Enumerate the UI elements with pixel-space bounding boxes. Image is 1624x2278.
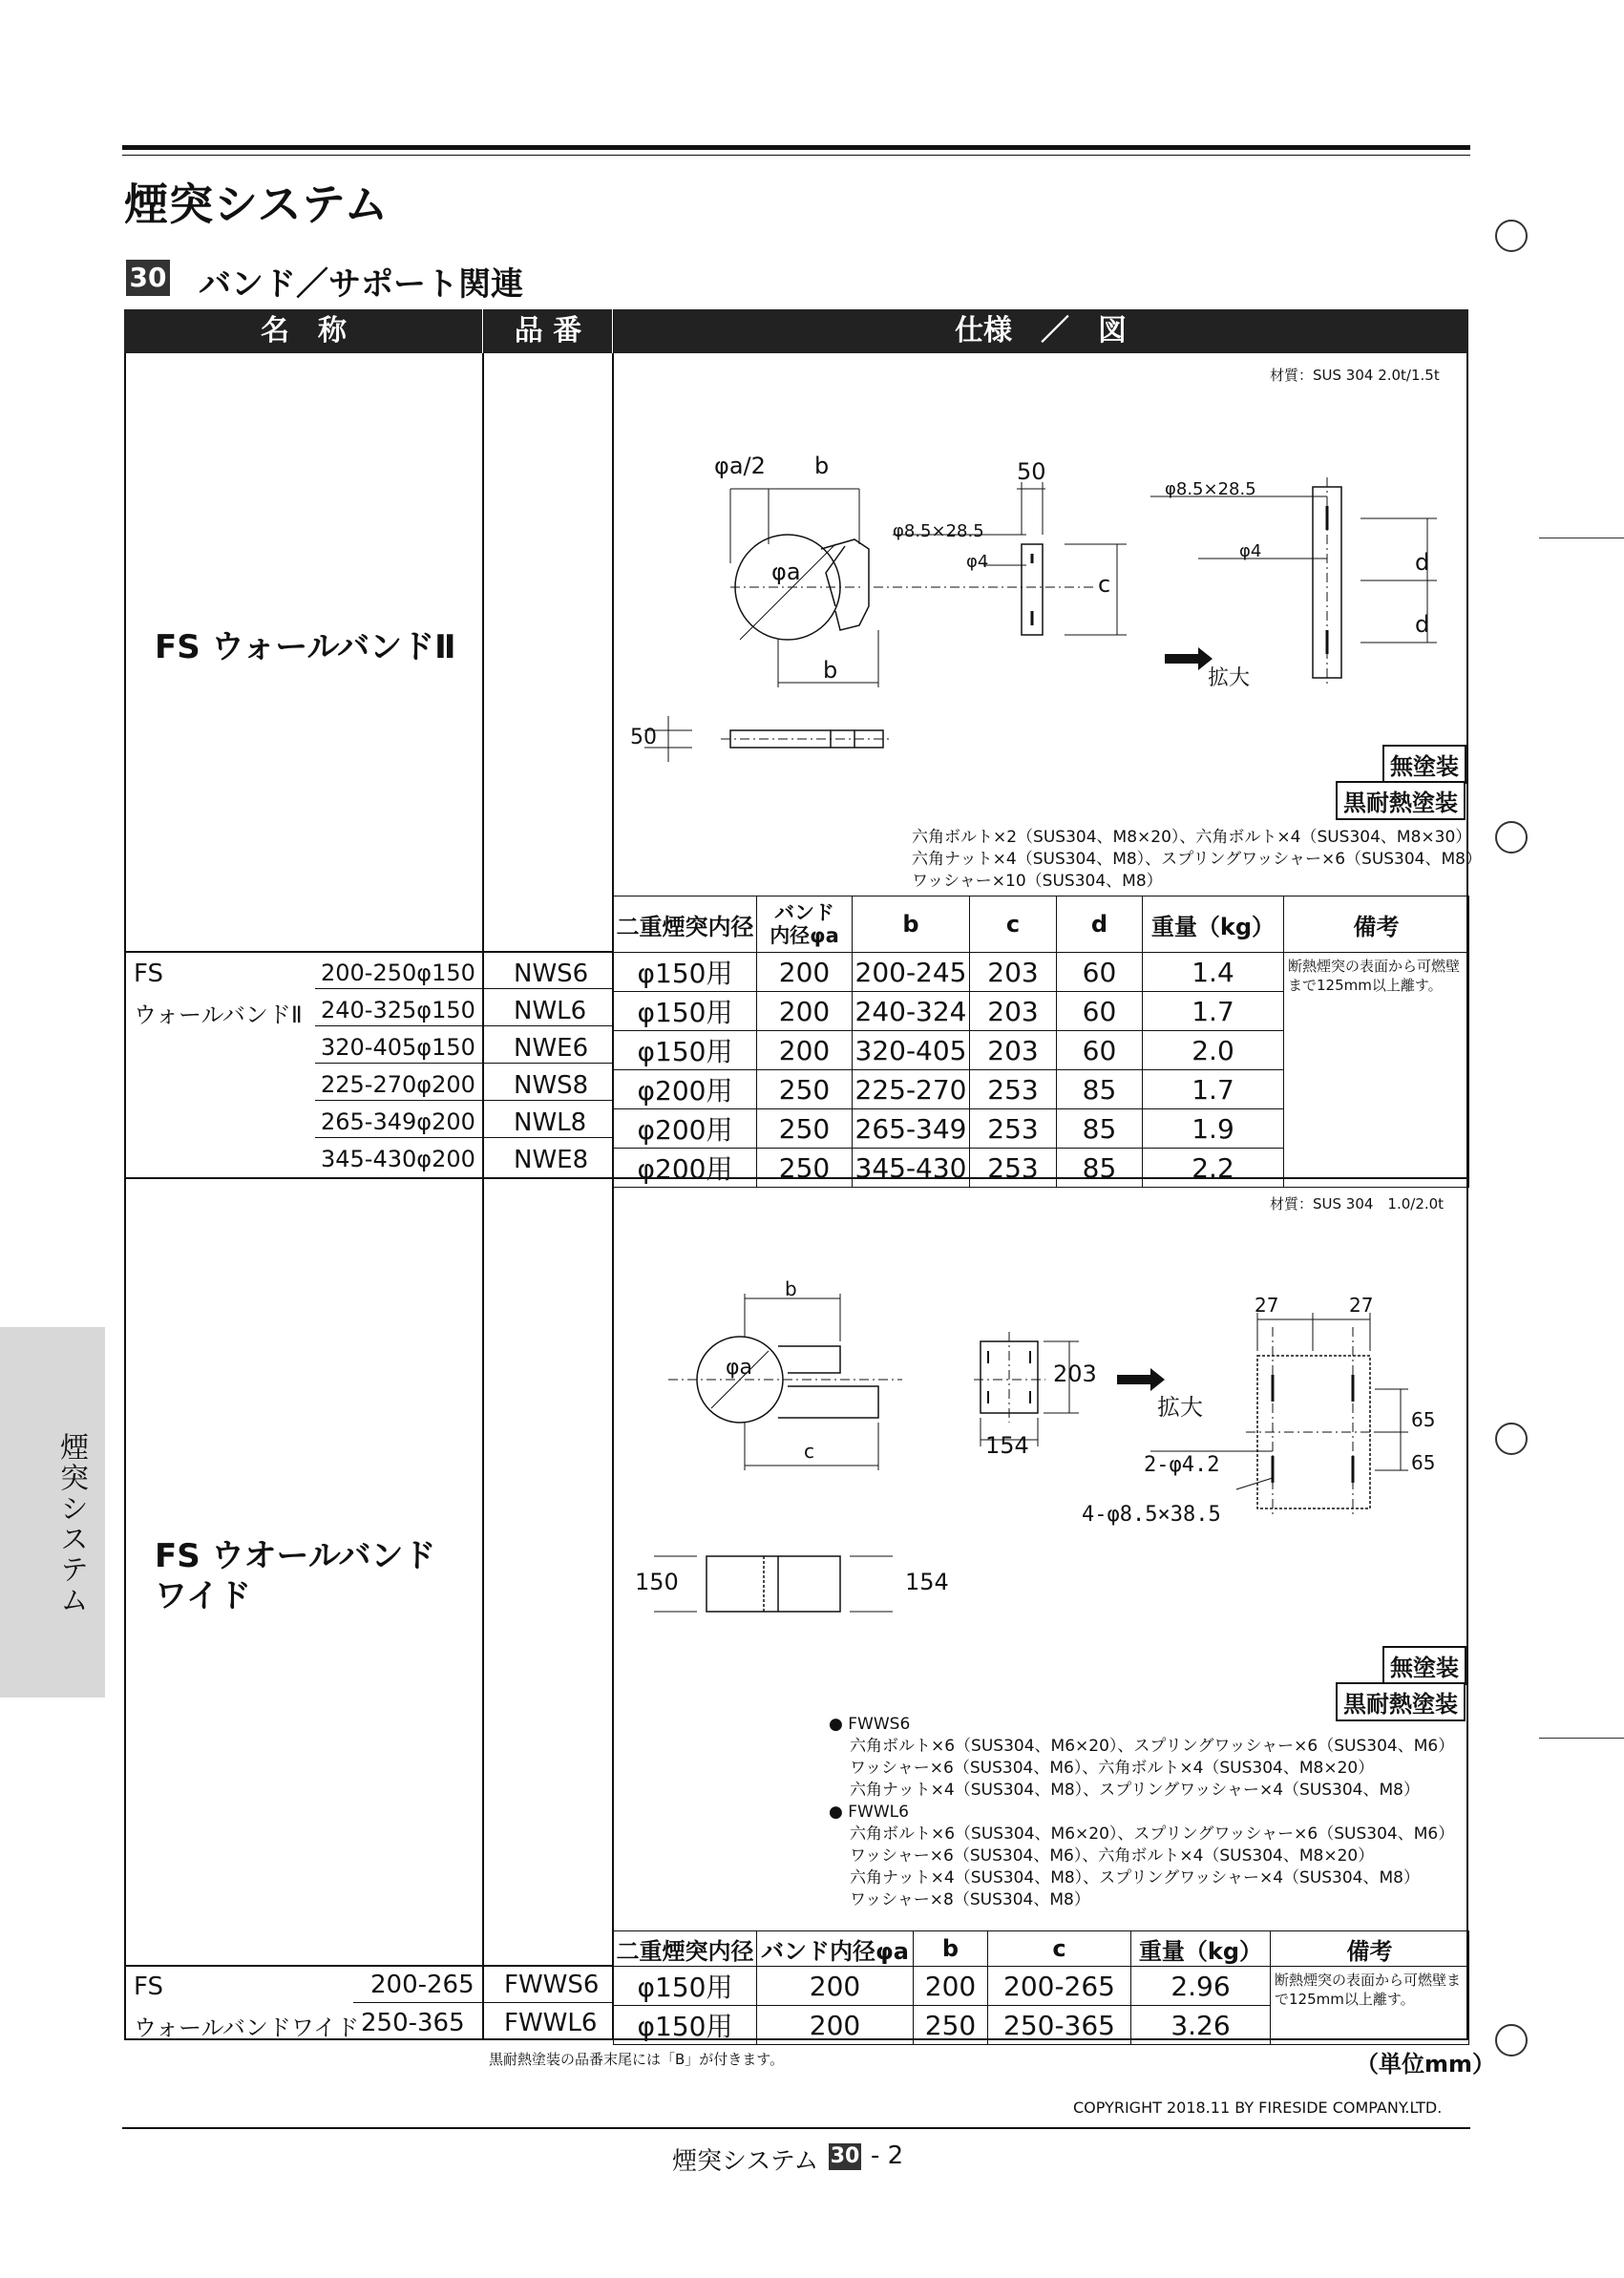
row-label-fs: FS [134, 960, 164, 988]
code-cell: NWL6 [514, 997, 587, 1025]
footer-rule [122, 2127, 1470, 2129]
header-spec: 仕様 ／ 図 [955, 314, 1127, 348]
row-label-product: ウォールバンドワイド [134, 2014, 360, 2041]
product1-parts-note: 六角ボルト×2（SUS304、M8×20）、六角ボルト×4（SUS304、M8×30） 六角ナット×4（SUS304、M8）、スプリングワッシャー×6（SUS304、M8） ワッシャー×10（SUS304、M8） [912, 828, 1482, 891]
footer-label: 煙突システム [672, 2147, 819, 2176]
dim-c: c [1098, 571, 1111, 598]
size-cell: 225-270φ200 [321, 1071, 475, 1098]
dim-hole: φ8.5×28.5 [893, 521, 984, 541]
code-cell: NWS6 [514, 960, 589, 988]
dim-b: b [785, 1277, 797, 1300]
table-row: φ150用 200 200 200-265 2.96 断熱煙突の表面から可燃壁まで125mm以上離す。 [614, 1967, 1469, 2006]
row-divider [315, 988, 613, 989]
table-row: φ150用 200 320-405 203 60 2.0 [614, 1031, 1469, 1070]
product1-name: FS ウォールバンドⅡ [155, 628, 456, 666]
size-cell: 200-250φ150 [321, 960, 475, 986]
th-remark: 備考 [1284, 896, 1469, 953]
header-code: 品 番 [514, 314, 582, 348]
product2-name-line2: ワイド [155, 1577, 251, 1615]
row-label-product: ウォールバンドⅡ [134, 1002, 303, 1028]
code-cell: FWWS6 [504, 1971, 600, 1999]
dim-154-vertical: 154 [905, 1569, 949, 1595]
table-row: φ150用 200 240-324 203 60 1.7 [614, 992, 1469, 1031]
row-divider [124, 951, 613, 953]
side-tab-label: 煙突システム [54, 1432, 88, 1615]
product2-remark: 断熱煙突の表面から可燃壁まで125mm以上離す。 [1271, 1967, 1469, 2045]
row-divider [124, 1965, 613, 1967]
row-label-fs: FS [134, 1972, 164, 2001]
finish-unpainted: 無塗装 [1382, 1646, 1466, 1685]
size-cell: 320-405φ150 [321, 1034, 475, 1061]
dim-c: c [804, 1440, 814, 1463]
unit-label: （単位mm） [1356, 2051, 1496, 2078]
footer-page: - 2 [871, 2141, 904, 2170]
binder-hole [1495, 220, 1528, 252]
dim-65: 65 [1411, 1451, 1436, 1474]
product2-drawing [616, 1279, 1466, 1623]
code-cell: NWL8 [514, 1108, 587, 1137]
th-b: b [914, 1931, 988, 1967]
dim-hole-slot: 4-φ8.5×38.5 [1082, 1503, 1221, 1527]
row-divider [315, 1025, 613, 1026]
product1-spec-table [613, 896, 1469, 1188]
header-divider [612, 309, 613, 353]
size-cell: 240-325φ150 [321, 997, 475, 1023]
th-weight: 重量（kg） [1143, 896, 1284, 953]
table-row: φ200用 250 225-270 253 85 1.7 [614, 1070, 1469, 1109]
product2-spec-table [613, 1930, 1469, 2045]
footer-section-num: 30 [830, 2144, 860, 2168]
th-phi-a: バンド 内径φa [757, 896, 853, 953]
dim-154: 154 [985, 1432, 1029, 1459]
product1-material: 材質：SUS 304 2.0t/1.5t [1270, 367, 1440, 384]
dim-hole-enlarged: φ8.5×28.5 [1165, 479, 1256, 499]
row-divider [315, 1137, 613, 1138]
th-b: b [853, 896, 970, 953]
dim-27: 27 [1349, 1294, 1374, 1317]
product2-material: 材質：SUS 304 1.0/2.0t [1270, 1195, 1445, 1213]
binder-hole [1495, 1423, 1528, 1455]
th-c: c [970, 896, 1057, 953]
copyright: COPYRIGHT 2018.11 BY FIRESIDE COMPANY.LTD. [1073, 2099, 1443, 2117]
code-cell: NWS8 [514, 1071, 589, 1100]
dim-65: 65 [1411, 1408, 1436, 1431]
table-row: φ200用 250 345-430 253 85 2.2 [614, 1149, 1469, 1188]
dim-50: 50 [1017, 458, 1046, 485]
size-cell: 265-349φ200 [321, 1108, 475, 1135]
dim-b: b [814, 453, 830, 479]
code-cell: NWE6 [514, 1034, 589, 1063]
header-divider [482, 309, 483, 353]
row-divider [353, 2002, 613, 2003]
product1-drawing [616, 439, 1466, 764]
finish-black-heat: 黒耐熱塗装 [1336, 1682, 1466, 1721]
row-divider [315, 1100, 613, 1101]
margin-mark [1539, 1738, 1624, 1739]
dim-phi-a-half: φa/2 [714, 453, 766, 479]
dim-phi-a: φa [771, 559, 801, 585]
finish-black-heat: 黒耐熱塗装 [1336, 781, 1466, 820]
code-cell: NWE8 [514, 1146, 589, 1174]
dim-150: 150 [635, 1569, 679, 1595]
page-title: 煙突システム [124, 179, 390, 230]
th-inner: 二重煙突内径 [614, 1931, 757, 1967]
size-cell: 250-365 [361, 2009, 465, 2037]
dim-d: d [1415, 611, 1430, 638]
dim-203: 203 [1053, 1360, 1097, 1387]
top-rule [122, 145, 1470, 150]
table-row: φ150用 200 200-245 203 60 1.4 断熱煙突の表面から可燃壁まで125mm以上離す。 [614, 953, 1469, 992]
binder-hole [1495, 2024, 1528, 2057]
th-c: c [988, 1931, 1131, 1967]
dim-phi4-enlarged: φ4 [1239, 541, 1262, 561]
product2-name-line1: FS ウオールバンド [155, 1537, 436, 1575]
th-d: d [1057, 896, 1143, 953]
row-divider [315, 1063, 613, 1064]
dim-27: 27 [1255, 1294, 1279, 1317]
dim-50-vertical: 50 [630, 726, 657, 749]
dim-hole-small: 2-φ4.2 [1144, 1453, 1220, 1477]
section-number: 30 [126, 260, 170, 296]
header-name: 名 称 [261, 314, 347, 348]
section-title: バンド／サポート関連 [199, 265, 523, 304]
product1-remark: 断熱煙突の表面から可燃壁まで125mm以上離す。 [1284, 953, 1469, 1188]
label-kakudai: 拡大 [1157, 1394, 1203, 1421]
footnote: 黒耐熱塗装の品番末尾には「B」が付きます。 [489, 2051, 785, 2068]
th-remark: 備考 [1271, 1931, 1469, 1967]
binder-hole [1495, 821, 1528, 854]
product2-parts-note: ● FWWS6 六角ボルト×6（SUS304、M6×20）、スプリングワッシャー×6（SUS304、M6） ワッシャー×6（SUS304、M6）、六角ボルト×4（SUS304、M8×20） 六角ナット×4（SUS304、M8）、スプリングワッシャー×4（SUS304、M8） ● FWWL6 六角ボルト×6（SUS304、M6×20）、スプリングワッシャー×6（SUS304、M6） ワッシャー×6（SUS304、M6）、六角ボルト×4（SUS304、M8×20） 六角ナット×4（SUS304、M8）、スプリングワッシャー×4（SUS304、M8） ワッシャー×8（SUS304、M8） [829, 1715, 1455, 1909]
dim-phi4: φ4 [966, 552, 989, 572]
dim-b-lower: b [823, 657, 838, 684]
col-divider [482, 309, 484, 2040]
table-row: φ200用 250 265-349 253 85 1.9 [614, 1109, 1469, 1149]
dim-phi-a: φa [726, 1356, 752, 1380]
th-phi-a: バンド内径φa [757, 1931, 914, 1967]
th-inner: 二重煙突内径 [614, 896, 757, 953]
top-rule-thin [122, 155, 1470, 156]
size-cell: 200-265 [370, 1971, 475, 1999]
code-cell: FWWL6 [504, 2009, 598, 2037]
label-kakudai: 拡大 [1208, 666, 1251, 690]
dim-d: d [1415, 549, 1430, 576]
size-cell: 345-430φ200 [321, 1146, 475, 1172]
table-row: φ150用 200 250 250-365 3.26 [614, 2006, 1469, 2045]
finish-unpainted: 無塗装 [1382, 745, 1466, 784]
th-weight: 重量（kg） [1131, 1931, 1271, 1967]
